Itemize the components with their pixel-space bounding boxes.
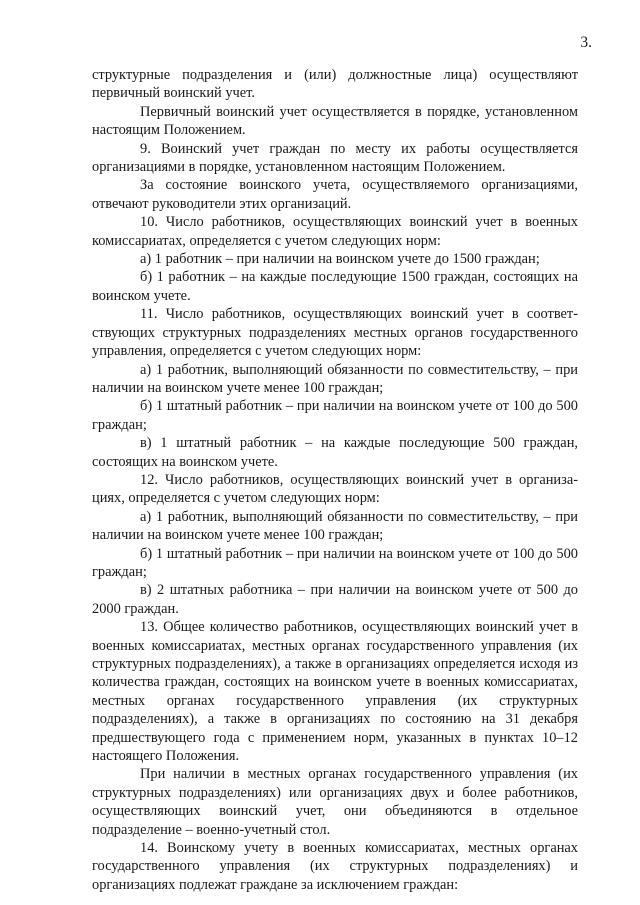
subitem-12b: б) 1 штатный работник – при наличии на воинском учете от 100 до 500 граждан;	[92, 545, 578, 580]
subitem-12c: в) 2 штатных работника – при наличии на воинском учете от 500 до 2000 граждан.	[92, 582, 578, 617]
paragraph: За состояние воинского учета, осуществляемого организациями, отвечают руководители этих организаций.	[92, 177, 578, 212]
paragraph-item-11: 11. Число работников, осуществляющих воинский учет в соответствующих структурных подразделениях местных органов государственного управления, определяется с учетом следующих норм:	[92, 306, 578, 360]
paragraph-item-9: 9. Воинский учет граждан по месту их работы осуществляется организациями в порядке, установленном настоящим Положением.	[92, 140, 578, 176]
paragraph-item-14: 14. Воинскому учету в военных комиссариатах, местных органах государственного управления (их структурных подразделениях) и организациях подлежат граждане за исключением граждан:	[92, 840, 578, 893]
page-number: 3.	[580, 34, 592, 51]
paragraph-continuation: структурные подразделения и (или) должностные лица) осуществляют первичный воинский учет.	[92, 67, 578, 102]
paragraph: При наличии в местных органах государственного управления (их структурных подразделениях) или организациях двух и более работников, осуществляющих воинский учет, они объединяются в отдельное подразделение – военно-учетный стол.	[92, 766, 578, 838]
subitem-12a: а) 1 работник, выполняющий обязанности по совместительству, – при наличии на воинском учете менее 100 граждан;	[92, 508, 578, 544]
document-body	[92, 66, 578, 894]
subitem-11c: в) 1 штатный работник – на каждые последующие 500 граждан, состоящих на воинском учете.	[92, 435, 578, 470]
subitem-11b: б) 1 штатный работник – при наличии на воинском учете от 100 до 500 граждан;	[92, 398, 578, 433]
paragraph: Первичный воинский учет осуществляется в порядке, установленном настоящим Положением.	[92, 103, 578, 139]
subitem-10b: б) 1 работник – на каждые последующие 1500 граждан, состоящих на воинском учете.	[92, 269, 578, 304]
paragraph-item-13: 13. Общее количество работников, осуществляющих воинский учет в военных комиссариатах, местных органах государственного управления (их структурных подразделениях), а также в организациях определяется исходя из количества граждан, состоящих на воинском учете в военных комиссариатах, местных органах государственного управления (их структурных подразделениях), а также в организациях по состоянию на 31 декабря предшествующего года с применением норм, указанных в пунктах 10–12 настоящего Положения.	[92, 619, 578, 765]
paragraph-item-10: 10. Число работников, осуществляющих воинский учет в военных комиссариатах, определяется с учетом следующих норм:	[92, 214, 578, 249]
subitem-10a: а) 1 работник – при наличии на воинском учете до 1500 граждан;	[140, 251, 540, 268]
subitem-11a: а) 1 работник, выполняющий обязанности по совместительству, – при наличии на воинском учете менее 100 граждан;	[92, 361, 578, 396]
paragraph-item-12: 12. Число работников, осуществляющих воинский учет в организациях, определяется с учетом следующих норм:	[92, 471, 578, 507]
